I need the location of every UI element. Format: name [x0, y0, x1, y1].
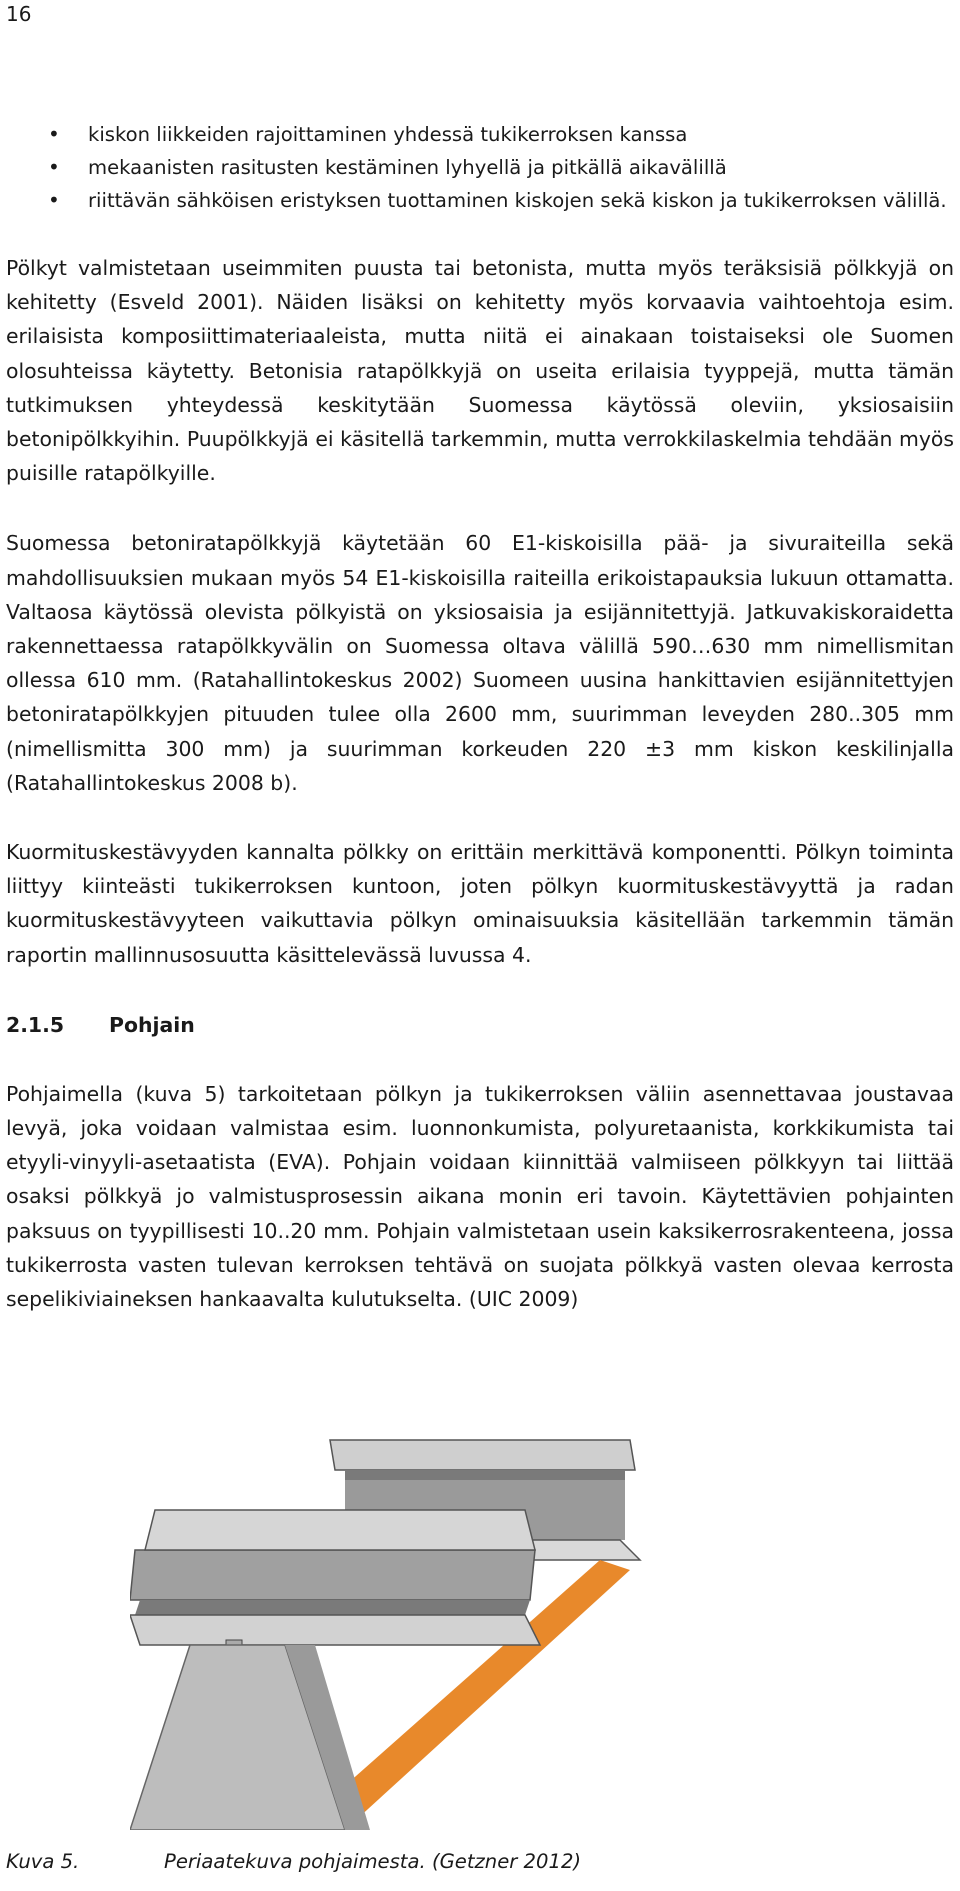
list-item-text: mekaanisten rasitusten kestäminen lyhyellä ja pitkällä aikavälillä [88, 156, 727, 179]
list-item-text: riittävän sähköisen eristyksen tuottaminen kiskojen sekä kiskon ja tukikerroksen välillä. [88, 189, 947, 212]
bullet-icon: • [48, 155, 60, 179]
page-content [6, 118, 954, 1316]
page-number: 16 [6, 2, 32, 26]
list-item [6, 118, 954, 151]
section-number: 2.1.5 [6, 1012, 65, 1037]
paragraph-sleepers: Pölkyt valmistetaan useimmiten puusta tai betonista, mutta myös teräksisiä pölkkyjä on kehitetty (Esveld 2001). Näiden lisäksi on kehitetty myös korvaavia vaihtoehtoja esim. erilaisista komposiittimateriaaleista, mutta niitä ei ainakaan toistaiseksi ole Suomen olosuhteissa käytetty. Betonisia ratapölkkyjä on useita erilaisia tyyppejä, mutta tämän tutkimuksen yhteydessä keskitytään Suomessa käytössä oleviin, yksiosaisiin betonipölkkyihin. Puupölkkyjä ei käsitellä tarkemmin, mutta verrokkilaskelmia tehdään myös puisille ratapölkyille. [6, 256, 954, 486]
list-item-text: kiskon liikkeiden rajoittaminen yhdessä tukikerroksen kanssa [88, 123, 688, 146]
paragraph-pad: Pohjaimella (kuva 5) tarkoitetaan pölkyn ja tukikerroksen väliin asennettavaa joustavaa levyä, joka voidaan valmistaa esim. luonnonkumista, polyuretaanista, korkkikumista tai etyyli-vinyyli-asetaatista (EVA). Pohjain voidaan kiinnittää valmiiseen pölkkyyn tai liittää osaksi pölkkyä jo valmistusprosessin aikana monin eri tavoin. Käytettävien pohjainten paksuus on tyypillisesti 10..20 mm. Pohjain valmistetaan usein kaksikerrosrakenteena, jossa tukikerrosta vasten tulevan kerroksen tehtävä on suojata pölkkyä vasten olevaa kerrosta sepelikiviaineksen hankaavalta kulutukselta. (UIC 2009) [6, 1081, 954, 1312]
front-rail [130, 1510, 540, 1645]
list-item [6, 151, 954, 184]
bullet-icon: • [48, 188, 60, 212]
under-sleeper-pad-figure [130, 1400, 770, 1830]
sleeper-block [130, 1645, 370, 1830]
section-heading [6, 1008, 954, 1042]
bullet-icon: • [48, 122, 60, 146]
section-title: Pohjain [109, 1012, 195, 1037]
caption-text: Periaatekuva pohjaimesta. (Getzner 2012) [164, 1850, 582, 1873]
paragraph-load-capacity: Kuormituskestävyyden kannalta pölkky on erittäin merkittävä komponentti. Pölkyn toiminta liittyy kiinteästi tukikerroksen kuntoon, joten pölkyn kuormituskestävyyttä ja radan kuormituskestävyyteen vaikuttavia pölkyn ominaisuuksia käsitellään tarkemmin tämän raportin mallinnusosuutta käsittelevässä luvussa 4. [6, 840, 954, 967]
list-item [6, 184, 954, 217]
bullet-list [6, 118, 954, 217]
caption-label: Kuva 5. [6, 1850, 80, 1873]
paragraph-concrete-sleepers: Suomessa betoniratapölkkyjä käytetään 60 E1-kiskoisilla pää- ja sivuraiteilla sekä mahdollisuuksien mukaan myös 54 E1-kiskoisilla raiteilla erikoistapauksia lukuun ottamatta. Valtaosa käytössä olevista pölkyistä on yksiosaisia ja esijännitettyjä. Jatkuvakiskoraidetta rakennettaessa ratapölkkyvälin on Suomessa oltava välillä 590…630 mm nimellismitan ollessa 610 mm. (Ratahallintokeskus 2002) Suomeen uusina hankittavien esijännitettyjen betoniratapölkkyjen pituuden tulee olla 2600 mm, suurimman leveyden 280..305 mm (nimellismitta 300 mm) ja suurimman korkeuden 220 ±3 mm kiskon keskilinjalla (Ratahallintokeskus 2008 b). [6, 531, 954, 795]
figure-caption [6, 1850, 581, 1873]
